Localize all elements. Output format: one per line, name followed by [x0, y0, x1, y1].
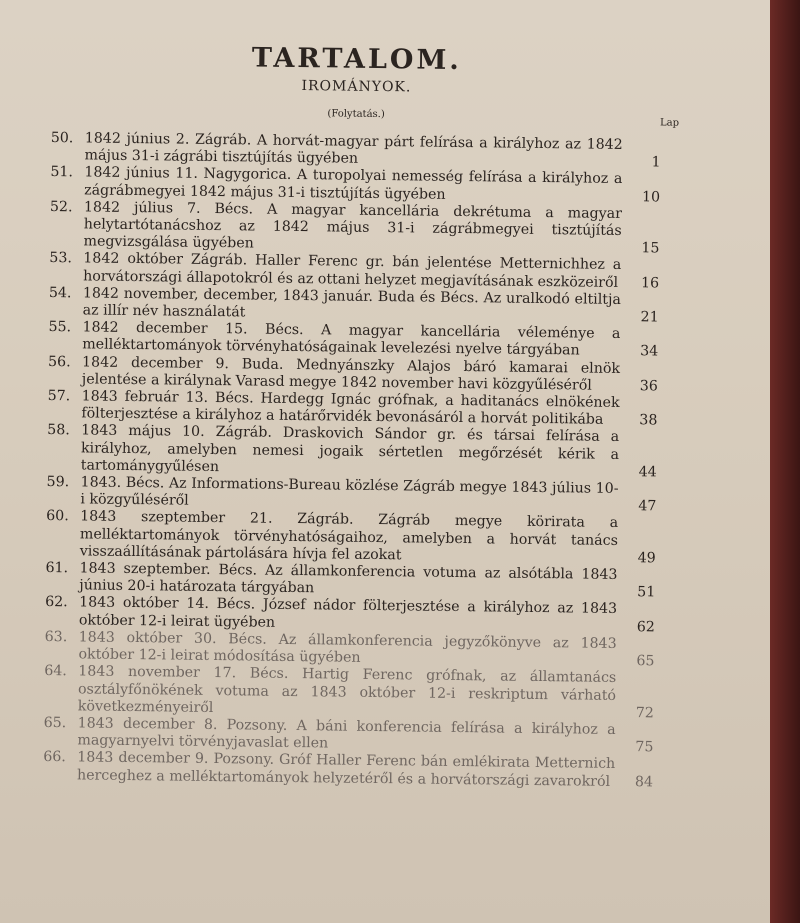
- entry-number: 56.: [47, 353, 71, 370]
- entry-text: 1843. Bécs. Az Informations-Bureau közlése Zágráb megye 1843 július 10-i közgyűléséről: [80, 474, 619, 509]
- entry-number: 61.: [45, 560, 69, 577]
- entry-text: 1843 február 13. Bécs. Hardegg Ignác grófnak, a haditanács elnökének fölterjesztése a királyhoz a határőrvidék bevonásáról a horvát politikába: [81, 388, 620, 429]
- entry-page-number: 36: [639, 378, 658, 395]
- entry-text: 1843 október 30. Bécs. Az államkonferencia jegyzőkönyve az 1843 október 12-i leirat módosítása ügyében: [78, 629, 617, 666]
- entry-number: 66.: [43, 749, 66, 766]
- entry-text: 1843 december 8. Pozsony. A báni konferencia felírása a királyhoz a magyarnyelvi törvényjavaslat ellen: [77, 715, 616, 752]
- entry-page-number: 44: [638, 464, 657, 481]
- entry-page-number: 84: [634, 773, 654, 790]
- toc-entry: [44, 663, 655, 722]
- book-cover-edge: [770, 0, 800, 923]
- page-column-label: Lap: [659, 117, 680, 129]
- entry-page-number: 10: [641, 188, 661, 206]
- entry-page-number: 38: [639, 412, 658, 429]
- entry-page-number: 21: [640, 309, 659, 326]
- entry-text: 1843 december 9. Pozsony. Gróf Haller Ferenc bán emlékirata Metternich herceghez a melléktartományok helyzetéről és a horvátországi zavarokról: [76, 749, 616, 790]
- entry-text: 1843 szeptember 21. Zágráb. Zágráb megye körirata a melléktartományok törvényhatóságaihoz, amelyben a horvát tanács visszaállításának pártolására hívja fel azokat: [79, 508, 619, 564]
- entry-number: 53.: [49, 250, 73, 267]
- entry-page-number: 75: [635, 739, 654, 756]
- table-of-contents: [43, 40, 680, 791]
- entry-number: 60.: [46, 508, 69, 525]
- entry-text: 1842 július 7. Bécs. A magyar kancellária dekrétuma a magyar helytartótanácshoz az 1842 május 31-i zágrábmegyei tisztújítás megvizsgálása ügyében: [83, 199, 623, 252]
- entry-page-number: 1: [651, 154, 661, 171]
- entry-text: 1842 június 11. Nagygorica. A turopolyai nemesség felírása a királyhoz a zágrábmegyei 1842 május 31-i tisztújítás ügyében: [84, 164, 623, 203]
- entry-text: 1842 november, december, 1843 január. Buda és Bécs. Az uralkodó eltiltja az illír név használatát: [82, 285, 621, 321]
- entry-number: 63.: [44, 628, 68, 646]
- entry-number: 51.: [50, 164, 74, 181]
- page-title: TARTALOM.: [251, 42, 462, 77]
- continued-note: (Folytatás.): [327, 108, 385, 121]
- entry-number: 50.: [50, 129, 74, 147]
- entry-page-number: 16: [640, 274, 660, 292]
- entry-page-number: 47: [638, 498, 657, 515]
- entry-number: 62.: [45, 594, 68, 611]
- entry-number: 64.: [44, 663, 67, 680]
- entry-text: 1843 május 10. Zágráb. Draskovich Sándor gr. és társai felírása a királyhoz, amelyben nemesi jogaik sértetlen megőrzését kérik a tartománygyűlésen: [80, 422, 620, 475]
- entry-page-number: 34: [640, 343, 659, 360]
- toc-entry: [49, 199, 660, 258]
- entry-number: 59.: [46, 474, 70, 491]
- entry-number: 58.: [47, 422, 70, 439]
- entry-text: 1842 június 2. Zágráb. A horvát-magyar párt felírása a királyhoz az 1842 május 31-i zágrábi tisztújítás ügyében: [84, 130, 623, 167]
- entry-list: [43, 130, 661, 791]
- entry-page-number: 65: [636, 653, 655, 670]
- entry-text: 1842 december 15. Bécs. A magyar kancellária véleménye a melléktartományok törvényhatóságainak levelezési nyelve tárgyában: [82, 319, 621, 359]
- entry-page-number: 49: [637, 550, 656, 567]
- entry-number: 65.: [43, 714, 67, 732]
- entry-number: 57.: [47, 388, 71, 405]
- toc-entry: [46, 508, 657, 567]
- toc-entry: [47, 422, 658, 481]
- entry-text: 1842 október Zágráb. Haller Ferenc gr. bán jelentése Metternichhez a horvátországi állapotokról és az ottani helyzet megjavításának eszközeiről: [83, 250, 622, 291]
- entry-number: 54.: [48, 284, 72, 302]
- section-title: IROMÁNYOK.: [301, 78, 412, 96]
- entry-page-number: 51: [637, 584, 656, 601]
- toc-entry: [43, 749, 653, 791]
- entry-page-number: 72: [635, 704, 654, 722]
- entry-page-number: 62: [636, 618, 655, 636]
- entry-text: 1843 szeptember. Bécs. Az államkonferencia votuma az alsótábla 1843 június 20-i határozata tárgyában: [79, 560, 618, 597]
- entry-text: 1842 december 9. Buda. Mednyánszky Alajos báró kamarai elnök jelentése a királynak Varasd megye 1842 november havi közgyűléséről: [81, 354, 621, 394]
- entry-page-number: 15: [641, 240, 660, 257]
- entry-number: 52.: [49, 198, 73, 216]
- entry-number: 55.: [48, 319, 72, 336]
- entry-text: 1843 október 14. Bécs. József nádor fölterjesztése a királyhoz az 1843 október 12-i leirat ügyében: [78, 594, 618, 631]
- entry-text: 1843 november 17. Bécs. Hartig Ferenc grófnak, az államtanács osztályfőnökének votuma az 1843 október 12-i reskriptum várható következményeiről: [77, 663, 617, 716]
